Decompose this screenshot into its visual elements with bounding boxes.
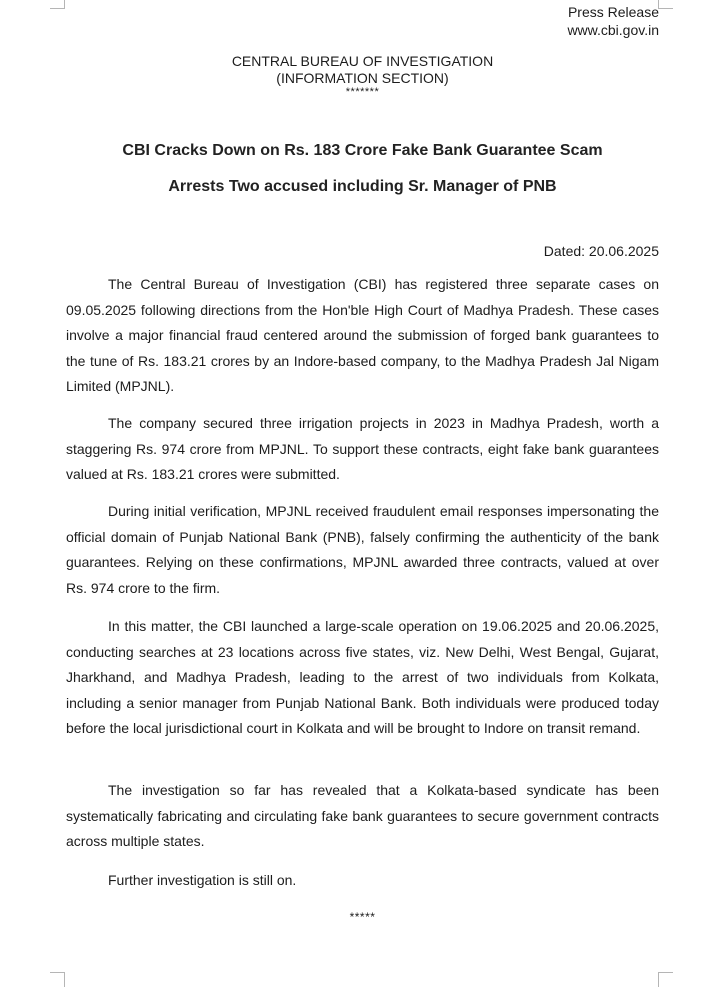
- crop-mark-top-left: [50, 0, 65, 9]
- headline-title: CBI Cracks Down on Rs. 183 Crore Fake Bank Guarantee Scam: [122, 142, 603, 159]
- body-paragraph: The company secured three irrigation projects in 2023 in Madhya Pradesh, worth a staggering Rs. 974 crore from MPJNL. To support these contracts, eight fake bank guarantees valued at Rs. 183.21 crores were submitted.: [66, 415, 659, 482]
- body-paragraph: The investigation so far has revealed that a Kolkata-based syndicate has been systematically fabricating and circulating fake bank guarantees to secure government contracts across multiple states.: [66, 782, 659, 849]
- headline-subtitle: Arrests Two accused including Sr. Manager of PNB: [168, 178, 557, 195]
- body-paragraph: During initial verification, MPJNL received fraudulent email responses impersonating the official domain of Punjab National Bank (PNB), falsely confirming the authenticity of the bank guarantees. Relying on these confirmations, MPJNL awarded three contracts, valued at over Rs. 974 crore to the firm.: [66, 503, 659, 596]
- crop-mark-bottom-right: [658, 972, 673, 987]
- dated-line: Dated: 20.06.2025: [543, 243, 659, 259]
- crop-mark-bottom-left: [50, 972, 65, 987]
- press-release-label: Press Release: [567, 4, 659, 20]
- body-paragraph: In this matter, the CBI launched a large-scale operation on 19.06.2025 and 20.06.2025, conducting searches at 23 locations across five states, viz. New Delhi, West Bengal, Gujarat, Jharkhand, and Madhya Pradesh, leading to the arrest of two individuals from Kolkata, including a senior manager from Punjab National Bank. Both individuals were produced today before the local jurisdictional court in Kolkata and will be brought to Indore on transit remand.: [66, 618, 659, 736]
- footer-separator: *****: [349, 910, 376, 924]
- press-release-header: [567, 3, 659, 39]
- body-paragraph: Further investigation is still on.: [108, 872, 297, 888]
- organization-name: CENTRAL BUREAU OF INVESTIGATION: [231, 53, 494, 69]
- website-link[interactable]: www.cbi.gov.in: [567, 22, 659, 38]
- header-separator: *******: [345, 86, 380, 98]
- body-paragraph: The Central Bureau of Investigation (CBI) has registered three separate cases on 09.05.2025 following directions from the Hon'ble High Court of Madhya Pradesh. These cases involve a major financial fraud centered around the submission of forged bank guarantees to the tune of Rs. 183.21 crores by an Indore-based company, to the Madhya Pradesh Jal Nigam Limited (MPJNL).: [66, 276, 659, 394]
- organization-section: (INFORMATION SECTION): [276, 70, 449, 86]
- crop-mark-top-right: [658, 0, 673, 9]
